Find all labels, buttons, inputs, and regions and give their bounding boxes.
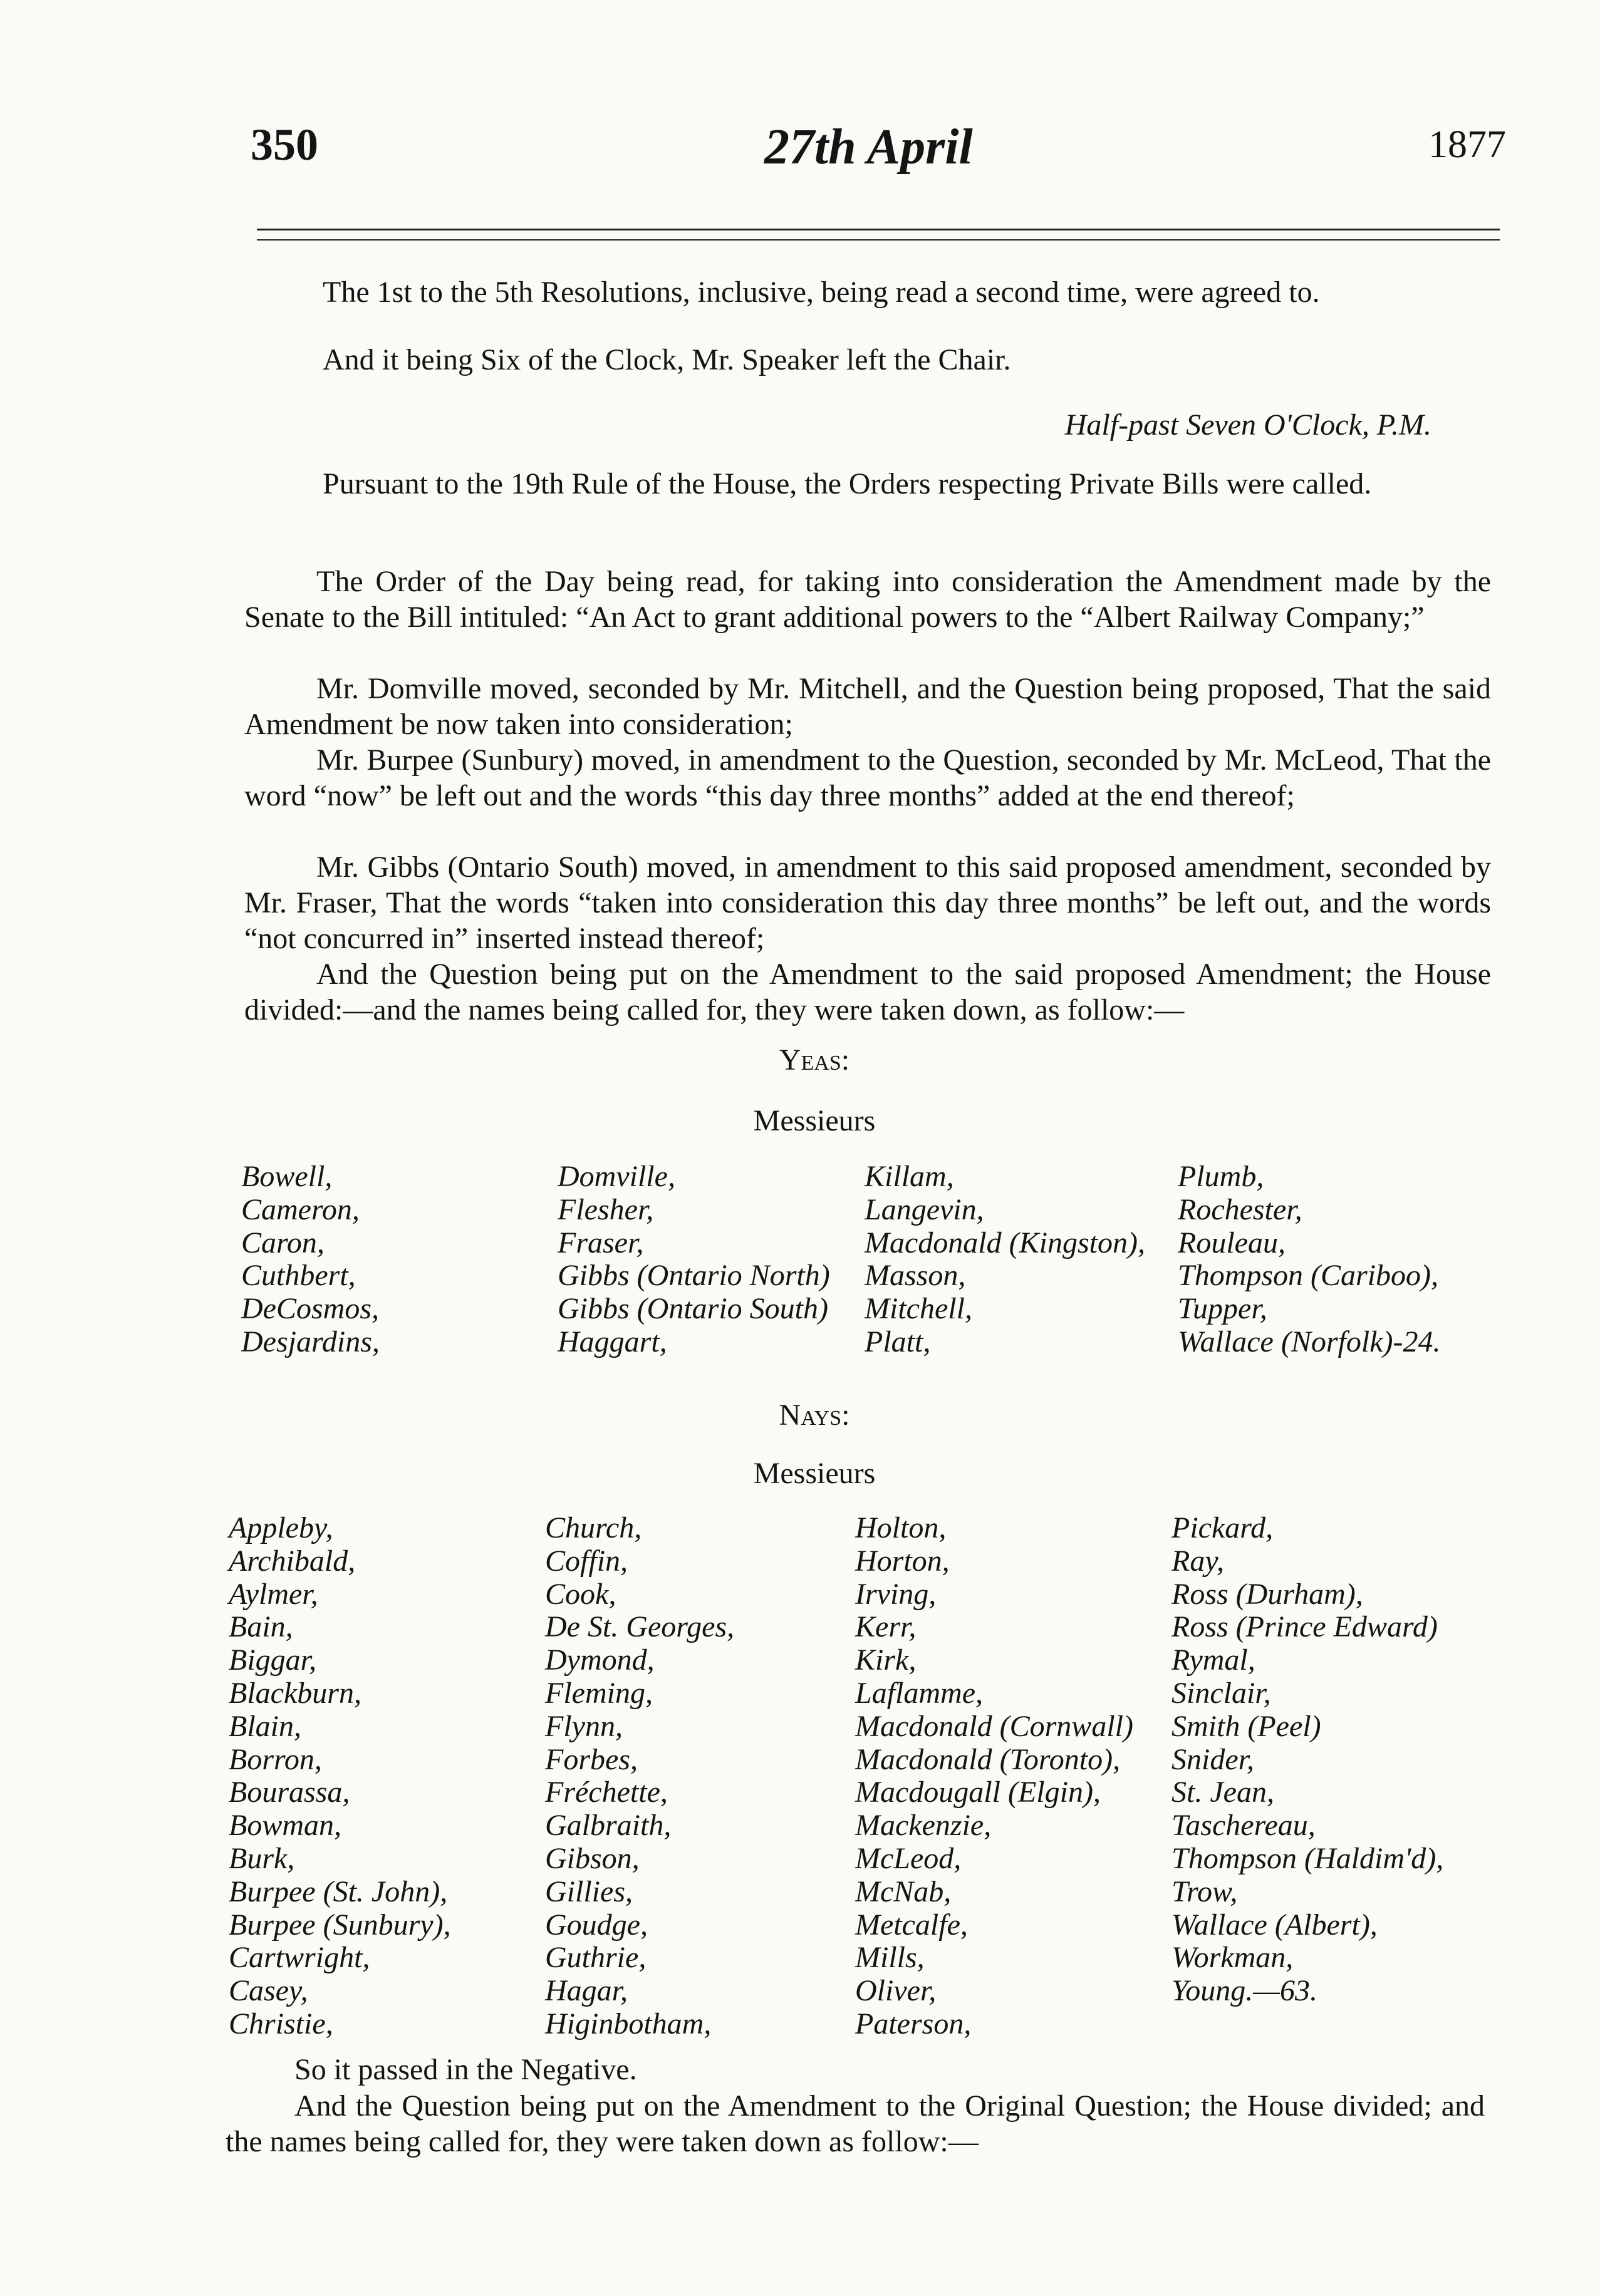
list-item: Guthrie,	[545, 1941, 647, 1975]
nays-messieurs: Messieurs	[753, 1457, 876, 1490]
list-item: Rymal,	[1171, 1643, 1255, 1677]
list-item: Ross (Prince Edward)	[1171, 1610, 1438, 1644]
paragraph-domville-motion: Mr. Domville moved, seconded by Mr. Mitchell, and the Question being proposed, That the said Amendment be now taken into consideration;	[244, 672, 1491, 741]
list-item: Thompson (Haldim'd),	[1171, 1841, 1444, 1875]
list-item: Killam,	[865, 1160, 954, 1193]
list-item: Mills,	[855, 1941, 925, 1975]
nays-heading: Nays:	[779, 1399, 850, 1432]
list-item: Metcalfe,	[855, 1908, 968, 1942]
list-item: Irving,	[855, 1577, 937, 1611]
paragraph-negative: So it passed in the Negative.	[294, 2053, 637, 2086]
list-item: Ray,	[1171, 1544, 1224, 1578]
list-item: Hagar,	[545, 1974, 628, 2008]
list-item: Rochester,	[1178, 1192, 1302, 1226]
list-item: Holton,	[855, 1511, 947, 1544]
list-item: Macdonald (Kingston),	[865, 1226, 1145, 1259]
header-rule-thick	[257, 229, 1500, 230]
list-item: Fraser,	[558, 1226, 644, 1259]
list-item: Kerr,	[855, 1610, 917, 1644]
list-item: Cuthbert,	[241, 1259, 356, 1293]
list-item: Tupper,	[1178, 1292, 1267, 1326]
list-item: Cameron,	[241, 1192, 360, 1226]
list-item: Aylmer,	[229, 1577, 318, 1611]
list-item: Higinbotham,	[545, 2007, 712, 2040]
nays-column-3	[855, 1512, 1133, 2041]
list-item: Sinclair,	[1171, 1676, 1271, 1710]
list-item: Haggart,	[558, 1325, 667, 1358]
list-item: Burk,	[229, 1841, 295, 1875]
header-rule-thin	[257, 239, 1500, 240]
list-item: Blackburn,	[229, 1676, 361, 1710]
list-item: Burpee (Sunbury),	[229, 1908, 451, 1942]
list-item: Fleming,	[545, 1676, 653, 1710]
list-item: St. Jean,	[1171, 1776, 1274, 1809]
list-item: Cartwright,	[229, 1941, 370, 1975]
list-item: Snider,	[1171, 1742, 1254, 1776]
header-year: 1877	[1428, 123, 1506, 166]
list-item: Gillies,	[545, 1875, 633, 1908]
list-item: Dymond,	[545, 1643, 655, 1677]
list-item: Plumb,	[1178, 1160, 1264, 1193]
list-item: Domville,	[558, 1160, 675, 1193]
list-item: Taschereau,	[1171, 1809, 1316, 1843]
paragraph-resolutions: The 1st to the 5th Resolutions, inclusive, being read a second time, were agreed to.	[323, 276, 1320, 309]
list-item: Macdougall (Elgin),	[855, 1776, 1101, 1809]
paragraph-order-of-day: The Order of the Day being read, for taking into consideration the Amendment made by the Senate to the Bill intituled: “An Act to grant additional powers to the “Albert Railway Company;”	[244, 565, 1491, 634]
list-item: Laflamme,	[855, 1676, 983, 1710]
list-item: Fréchette,	[545, 1776, 668, 1809]
list-item: Horton,	[855, 1544, 950, 1578]
paragraph-gibbs-amendment: Mr. Gibbs (Ontario South) moved, in amendment to this said proposed amendment, seconded by Mr. Fraser, That the words “taken into consideration this day three months” be left out, and the words “not concurred in” inserted instead thereof;	[244, 851, 1491, 955]
list-item: Smith (Peel)	[1171, 1709, 1321, 1743]
list-item: De St. Georges,	[545, 1610, 735, 1644]
list-item: Gibbs (Ontario North)	[558, 1259, 830, 1293]
list-item: Trow,	[1171, 1875, 1238, 1908]
list-item: Biggar,	[229, 1643, 317, 1677]
list-item: Blain,	[229, 1709, 301, 1743]
list-item: Langevin,	[865, 1192, 984, 1226]
list-item: Thompson (Cariboo),	[1178, 1259, 1439, 1293]
list-item: Coffin,	[545, 1544, 628, 1578]
list-item: Forbes,	[545, 1742, 638, 1776]
list-item: Rouleau,	[1178, 1226, 1286, 1259]
list-item: Mackenzie,	[855, 1809, 992, 1843]
list-item: DeCosmos,	[241, 1292, 380, 1326]
time-heading: Half-past Seven O'Clock, P.M.	[1064, 408, 1431, 442]
page-number: 350	[251, 120, 318, 170]
yeas-column-4	[1178, 1161, 1440, 1359]
list-item: Ross (Durham),	[1171, 1577, 1363, 1611]
paragraph-burpee-amendment: Mr. Burpee (Sunbury) moved, in amendment to the Question, seconded by Mr. McLeod, That the word “now” be left out and the words “this day three months” added at the end thereof;	[244, 743, 1491, 812]
nays-column-2	[545, 1512, 734, 2041]
list-item: Borron,	[229, 1742, 322, 1776]
list-item: Archibald,	[229, 1544, 356, 1578]
list-item: Bowman,	[229, 1809, 341, 1843]
yeas-name-list	[241, 1161, 1507, 1367]
yeas-column-1	[241, 1161, 380, 1359]
list-item: Burpee (St. John),	[229, 1875, 448, 1908]
paragraph-private-bills: Pursuant to the 19th Rule of the House, the Orders respecting Private Bills were called.	[323, 467, 1372, 500]
list-item: Macdonald (Toronto),	[855, 1742, 1121, 1776]
list-item: Christie,	[229, 2007, 333, 2040]
list-item: Kirk,	[855, 1643, 917, 1677]
list-item: Macdonald (Cornwall)	[855, 1709, 1133, 1743]
yeas-messieurs: Messieurs	[753, 1104, 876, 1137]
yeas-column-2	[558, 1161, 830, 1359]
list-item: Wallace (Albert),	[1171, 1908, 1378, 1942]
nays-column-4	[1171, 1512, 1443, 2008]
list-item: McLeod,	[855, 1841, 962, 1875]
list-item: Desjardins,	[241, 1325, 380, 1358]
list-item: Gibbs (Ontario South)	[558, 1292, 828, 1326]
yeas-heading: Yeas:	[779, 1043, 850, 1077]
paragraph-original-question: And the Question being put on the Amendment to the Original Question; the House divided; and the names being called for, they were taken down as follow:—	[226, 2089, 1485, 2158]
list-item: Bain,	[229, 1610, 293, 1644]
list-item: Galbraith,	[545, 1809, 672, 1843]
list-item: Platt,	[865, 1325, 931, 1358]
page-header	[251, 119, 1506, 194]
list-item: Appleby,	[229, 1511, 333, 1544]
list-item: Young.—63.	[1171, 1974, 1317, 2008]
list-item: Goudge,	[545, 1908, 648, 1942]
nays-name-list	[229, 1512, 1513, 2050]
list-item: Wallace (Norfolk)-24.	[1178, 1325, 1441, 1358]
paragraph-six-oclock: And it being Six of the Clock, Mr. Speaker left the Chair.	[323, 343, 1011, 376]
list-item: McNab,	[855, 1875, 952, 1908]
list-item: Masson,	[865, 1259, 966, 1293]
list-item: Cook,	[545, 1577, 616, 1611]
yeas-column-3	[865, 1161, 1145, 1359]
list-item: Oliver,	[855, 1974, 937, 2008]
list-item: Bourassa,	[229, 1776, 350, 1809]
list-item: Church,	[545, 1511, 642, 1544]
list-item: Workman,	[1171, 1941, 1294, 1975]
paragraph-house-divided: And the Question being put on the Amendment to the said proposed Amendment; the House divided:—and the names being called for, they were taken down, as follow:—	[244, 958, 1491, 1026]
list-item: Mitchell,	[865, 1292, 972, 1326]
nays-column-1	[229, 1512, 451, 2041]
header-date: 27th April	[764, 120, 973, 175]
list-item: Paterson,	[855, 2007, 972, 2040]
list-item: Gibson,	[545, 1841, 640, 1875]
list-item: Flynn,	[545, 1709, 623, 1743]
list-item: Flesher,	[558, 1192, 654, 1226]
list-item: Pickard,	[1171, 1511, 1274, 1544]
list-item: Casey,	[229, 1974, 308, 2008]
list-item: Bowell,	[241, 1160, 333, 1193]
list-item: Caron,	[241, 1226, 325, 1259]
